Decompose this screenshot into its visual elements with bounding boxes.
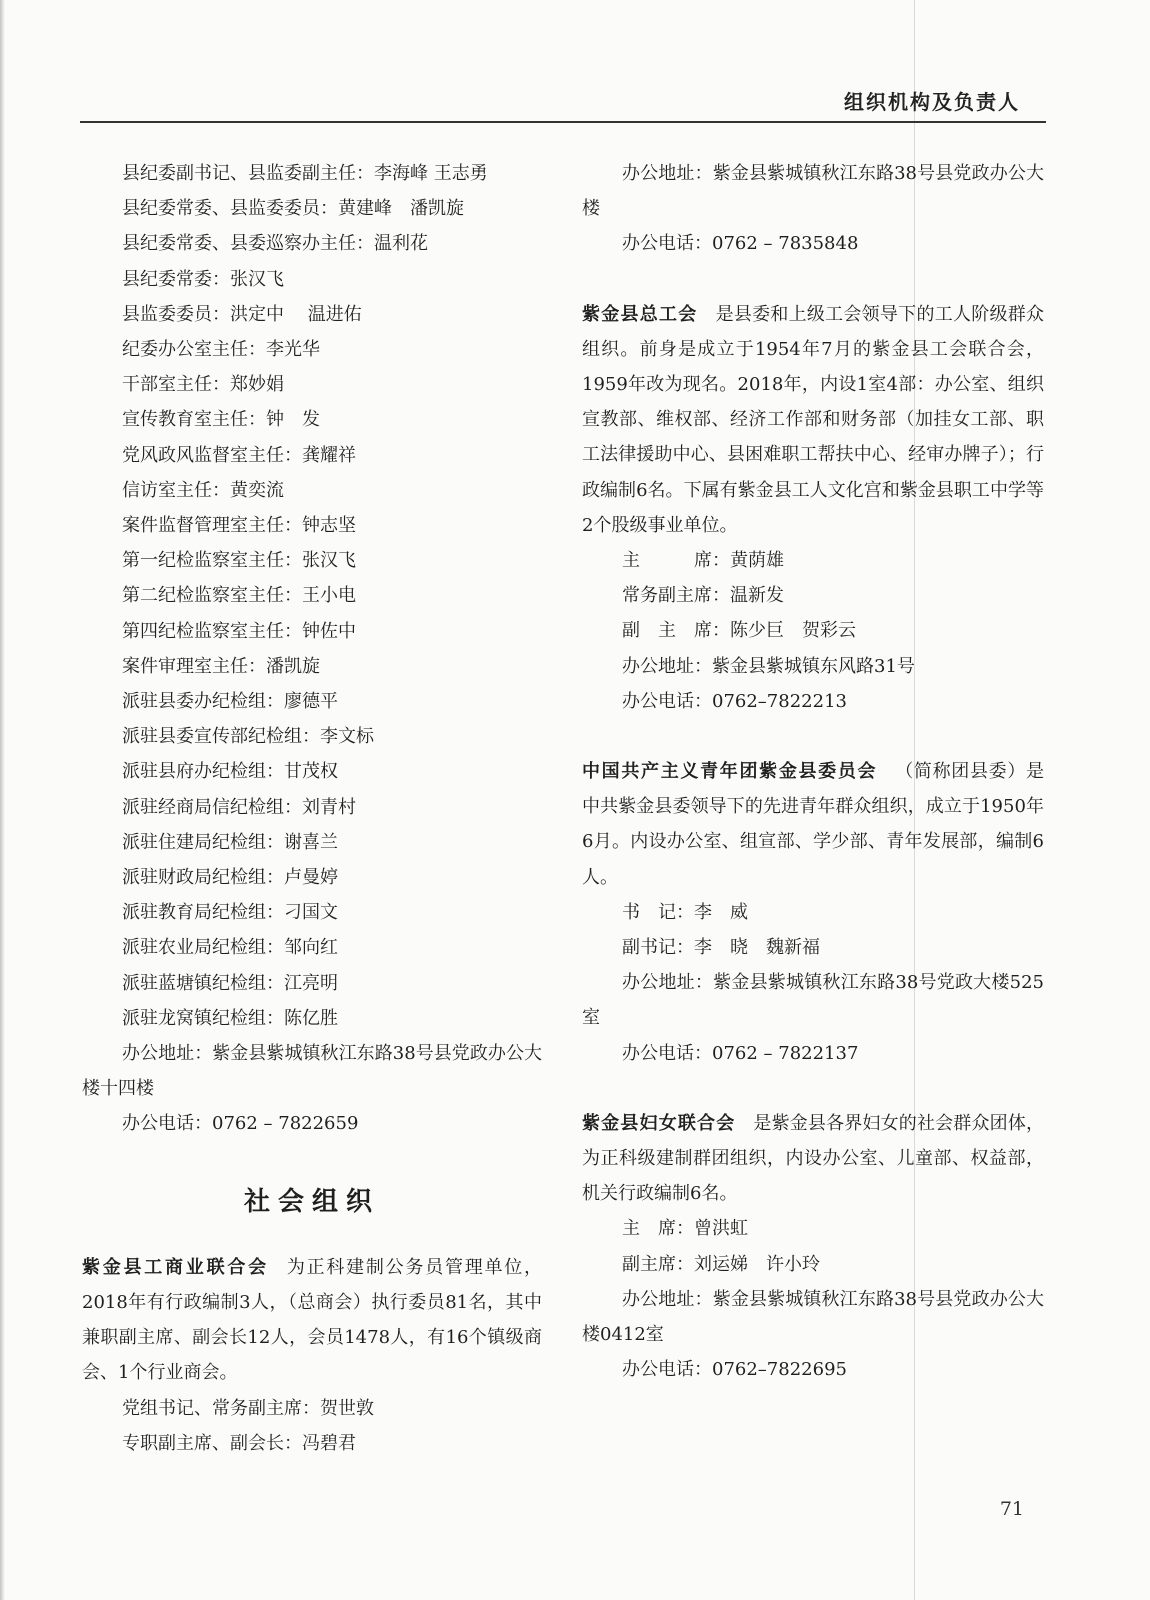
list-item: 派驻蓝塘镇纪检组：江亮明 [122,972,338,994]
list-item: 第二纪检监察室主任：王小电 [122,585,356,607]
list-item: 党风政风监督室主任：龚耀祥 [122,444,356,466]
list-item: 县纪委常委：张汉飞 [122,268,284,290]
org-name: 紫金县总工会 [582,303,698,325]
top-phone: 办公电话：0762 – 7835848 [622,233,859,255]
header-rule [80,121,1046,123]
list-item: 书 记：李 威 [622,901,748,923]
section-title: 社会组织 [243,1186,380,1217]
list-item: 副主席：刘运娣 许小玲 [622,1253,820,1275]
list-item: 主 席：黄荫雄 [622,550,784,572]
running-header: 组织机构及负责人 [844,90,1020,114]
org-name: 中国共产主义青年团紫金县委员会 [582,761,878,783]
list-item: 派驻龙窝镇纪检组：陈亿胜 [122,1007,338,1029]
list-item: 纪委办公室主任：李光华 [122,339,320,361]
youth-address: 办公地址：紫金县紫城镇秋江东路38号党政大楼525室 [582,972,1044,1029]
org-name: 紫金县工商业联合会 [82,1256,269,1278]
list-item: 信访室主任：黄奕流 [122,479,284,501]
page-number: 71 [999,1498,1024,1520]
scan-edge-shadow [0,0,5,1600]
list-item: 县纪委副书记、县监委副主任：李海峰 王志勇 [122,163,488,184]
women-address: 办公地址：紫金县紫城镇秋江东路38号县党政办公大楼0412室 [582,1288,1044,1346]
list-item: 第四纪检监察室主任：钟佐中 [122,620,356,642]
list-item: 派驻县委办纪检组：廖德平 [122,691,338,713]
right-column [582,156,1044,1388]
list-item: 县监委委员：洪定中 温进佑 [122,303,362,325]
list-item: 派驻住建局纪检组：谢喜兰 [122,831,338,853]
youth-entry [582,754,1044,895]
list-item: 派驻县委宣传部纪检组：李文标 [122,726,374,748]
list-item: 案件审理室主任：潘凯旋 [122,655,320,677]
list-item: 派驻教育局纪检组：刁国文 [122,902,338,924]
women-phone: 办公电话：0762–7822695 [622,1359,847,1381]
list-item: 第一纪检监察室主任：张汉飞 [122,550,356,572]
jiwei-lines [82,156,542,1036]
list-item: 派驻经商局信纪检组：刘青村 [122,796,356,818]
jiwei-address: 办公地址：紫金县紫城镇秋江东路38号县党政办公大楼十四楼 [82,1043,542,1100]
gsl-entry [82,1250,542,1391]
list-item: 派驻财政局纪检组：卢曼婷 [122,867,338,889]
left-column [82,156,542,1461]
list-item: 副书记：李 晓 魏新福 [622,937,820,959]
org-description: 是紫金县各界妇女的社会群众团体，为正科级建制群团组织，内设办公室、儿童部、权益部，机关行政编制6名。 [582,1112,1044,1205]
jiwei-phone: 办公电话：0762 – 7822659 [122,1113,359,1135]
list-item: 常务副主席：温新发 [622,585,784,607]
org-description: （简称团县委）是中共紫金县委领导下的先进青年群众组织，成立于1950年6月。内设办公室、组宣部、学少部、青年发展部，编制6人。 [582,761,1045,888]
list-item: 宣传教育室主任：钟 发 [122,409,320,431]
spacer [582,719,1044,754]
list-item: 专职副主席、副会长：冯碧君 [122,1432,356,1454]
spacer [582,262,1044,297]
list-item: 县纪委常委、县委巡察办主任：温利花 [122,233,428,255]
list-item: 主 席：曾洪虹 [622,1218,748,1240]
youth-phone: 办公电话：0762 – 7822137 [622,1042,859,1064]
spacer [582,1071,1044,1106]
list-item: 副 主 席：陈少巨 贺彩云 [622,620,856,642]
list-item: 办公地址：紫金县紫城镇东风路31号 [622,655,915,677]
org-name: 紫金县妇女联合会 [582,1112,736,1134]
list-item: 派驻县府办纪检组：甘茂权 [122,761,338,783]
top-address: 办公地址：紫金县紫城镇秋江东路38号县党政办公大楼 [582,163,1044,220]
org-description: 是县委和上级工会领导下的工人阶级群众组织。前身是成立于1954年7月的紫金县工会联合会，1959年改为现名。2018年，内设1室4部：办公室、组织宣教部、维权部、经济工作部和财务部（加挂女工部、职工法律援助中心、县困难职工帮扶中心、经审办牌子）；行政编制6名。下属有紫金县工人文化宫和紫金县职工中学等2个股级事业单位。 [582,303,1045,536]
list-item: 案件监督管理室主任：钟志坚 [122,515,356,537]
list-item: 派驻农业局纪检组：邹向红 [122,937,338,959]
org-description: 为正科建制公务员管理单位，2018年有行政编制3人，（总商会）执行委员81名，其中兼职副主席、副会长12人，会员1478人，有16个镇级商会、1个行业商会。 [82,1256,543,1384]
list-item: 党组书记、常务副主席：贺世敦 [122,1397,374,1419]
union-entry [582,297,1044,543]
list-item: 县纪委常委、县监委委员：黄建峰 潘凯旋 [122,198,464,220]
list-item: 办公电话：0762–7822213 [622,690,847,712]
list-item: 干部室主任：郑妙娟 [122,374,284,396]
women-entry [582,1106,1044,1212]
